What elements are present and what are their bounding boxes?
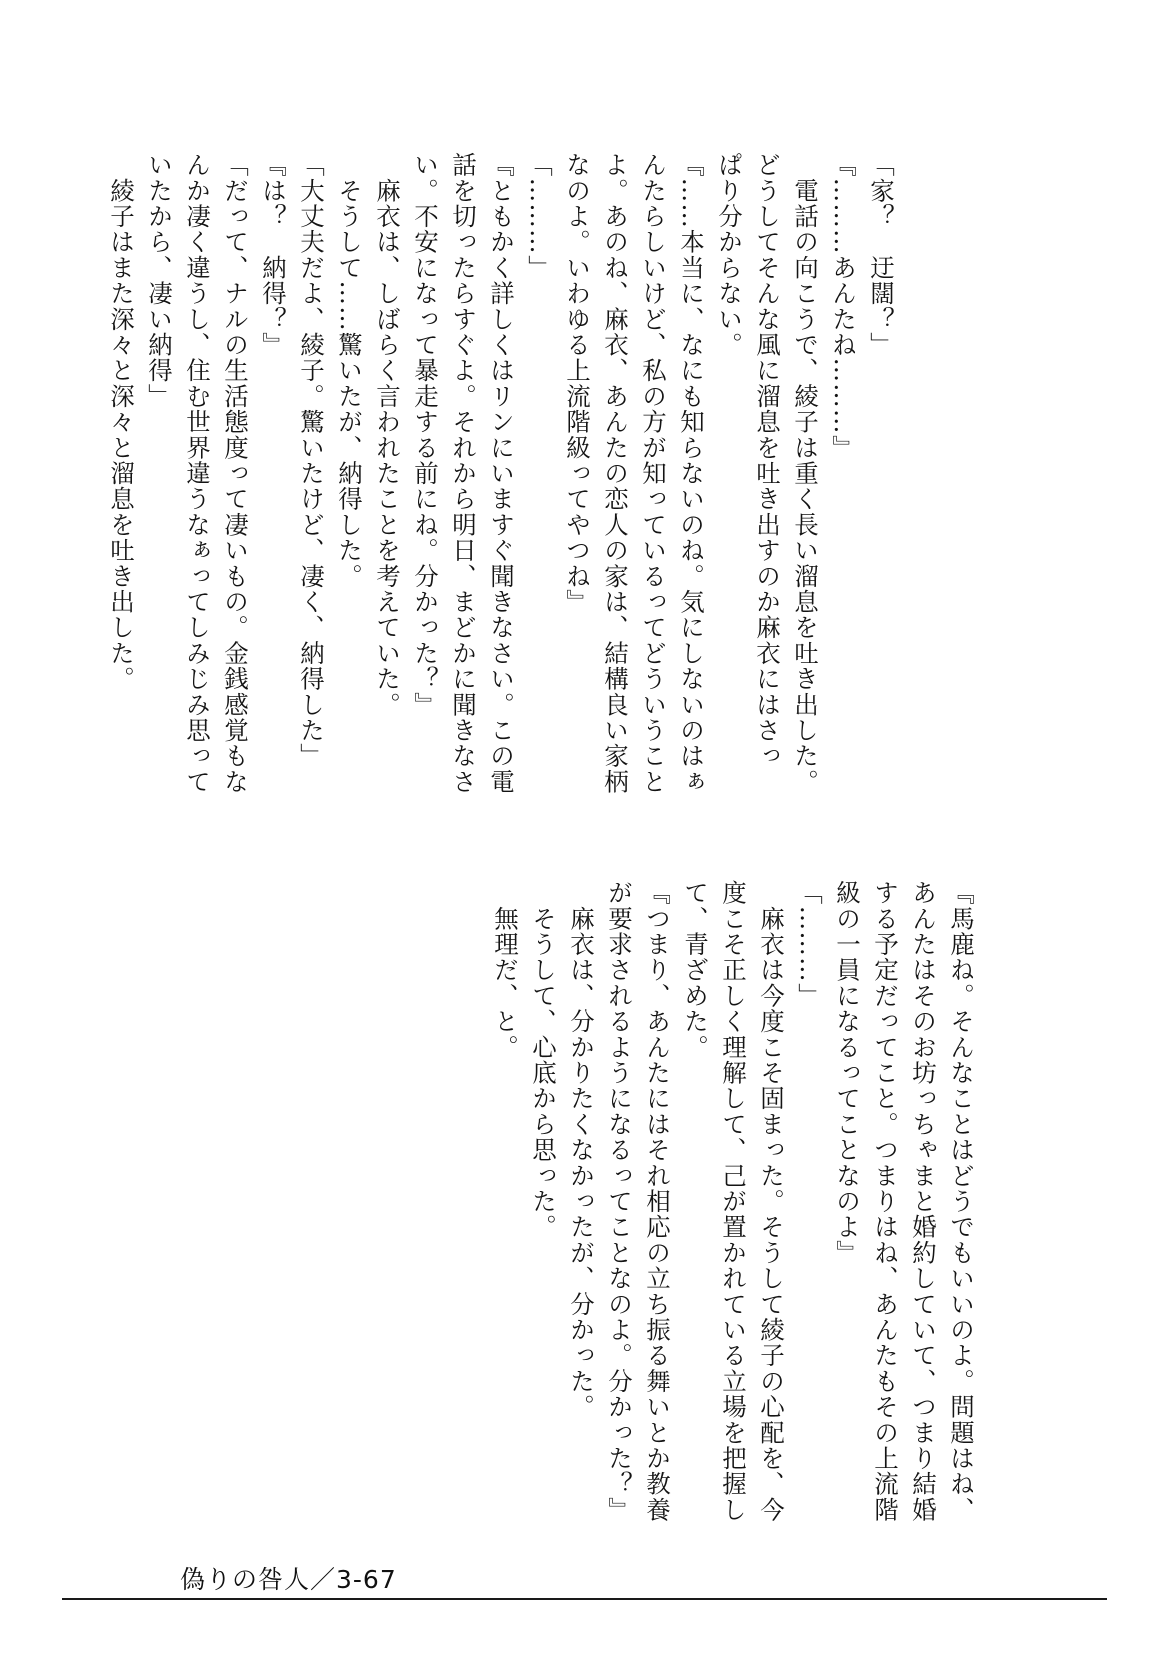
text-line: あんたはそのお坊っちゃまと婚約していて、つまり結婚 (909, 880, 938, 1523)
text-line: 「………」 (795, 880, 824, 1009)
text-line: 麻衣は、分かりたくなかったが、分かった。 (567, 880, 596, 1420)
text-line: んたらしいけど、私の方が知っているってどういうこと (639, 152, 668, 795)
lower-text-block (486, 880, 980, 1523)
text-line: 電話の向こうで、綾子は重く長い溜息を吐き出した。 (791, 152, 820, 795)
upper-text-block (102, 152, 900, 795)
text-line: いたから、凄い納得」 (145, 152, 174, 409)
text-line: 『ともかく詳しくはリンにいますぐ聞きなさい。この電 (487, 152, 516, 795)
text-line: 度こそ正しく理解して、己が置かれている立場を把握し (719, 880, 748, 1523)
text-line: 麻衣は、しばらく言われたことを考えていた。 (373, 152, 402, 718)
text-line: 無理だ、と。 (491, 880, 520, 1060)
text-line: 『は？ 納得？』 (259, 152, 288, 358)
text-line: 話を切ったらすぐよ。それから明日、まどかに聞きなさ (449, 152, 478, 795)
text-line: 『馬鹿ね。そんなことはどうでもいいのよ。問題はね、 (947, 880, 976, 1523)
text-line: て、青ざめた。 (681, 880, 710, 1060)
text-line: ぱり分からない。 (715, 152, 744, 358)
text-line: よ。あのね、麻衣、あんたの恋人の家は、結構良い家柄 (601, 152, 630, 795)
page-footer-title: 偽りの咎人／3-67 (180, 1565, 397, 1594)
text-line: 『つまり、あんたにはそれ相応の立ち振る舞いとか教養 (643, 880, 672, 1523)
text-line: 「だって、ナルの生活態度って凄いもの。金銭感覚もな (221, 152, 250, 795)
text-line: なのよ。いわゆる上流階級ってやつね』 (563, 152, 592, 615)
text-line: 「………」 (525, 152, 554, 281)
text-line: んか凄く違うし、住む世界違うなぁってしみじみ思って (183, 152, 212, 795)
text-line: が要求されるようになるってことなのよ。分かった？』 (605, 880, 634, 1523)
text-line: 麻衣は今度こそ固まった。そうして綾子の心配を、今 (757, 880, 786, 1523)
footer-divider (62, 1598, 1107, 1600)
text-line: 「大丈夫だよ、綾子。驚いたけど、凄く、納得した」 (297, 152, 326, 769)
text-line: 『………あんたね………』 (829, 152, 858, 461)
text-line: そうして……驚いたが、納得した。 (335, 152, 364, 589)
text-line: そうして、心底から思った。 (529, 880, 558, 1240)
text-line: どうしてそんな風に溜息を吐き出すのか麻衣にはさっ (753, 152, 782, 769)
text-line: する予定だってこと。つまりはね、あんたもその上流階 (871, 880, 900, 1523)
text-line: い。不安になって暴走する前にね。分かった？』 (411, 152, 440, 718)
text-line: 『……本当に、なにも知らないのね。気にしないのはぁ (677, 152, 706, 795)
text-line: 綾子はまた深々と深々と溜息を吐き出した。 (107, 152, 136, 692)
text-line: 級の一員になるってことなのよ』 (833, 880, 862, 1266)
text-line: 「家？ 迂闊？」 (867, 152, 896, 358)
